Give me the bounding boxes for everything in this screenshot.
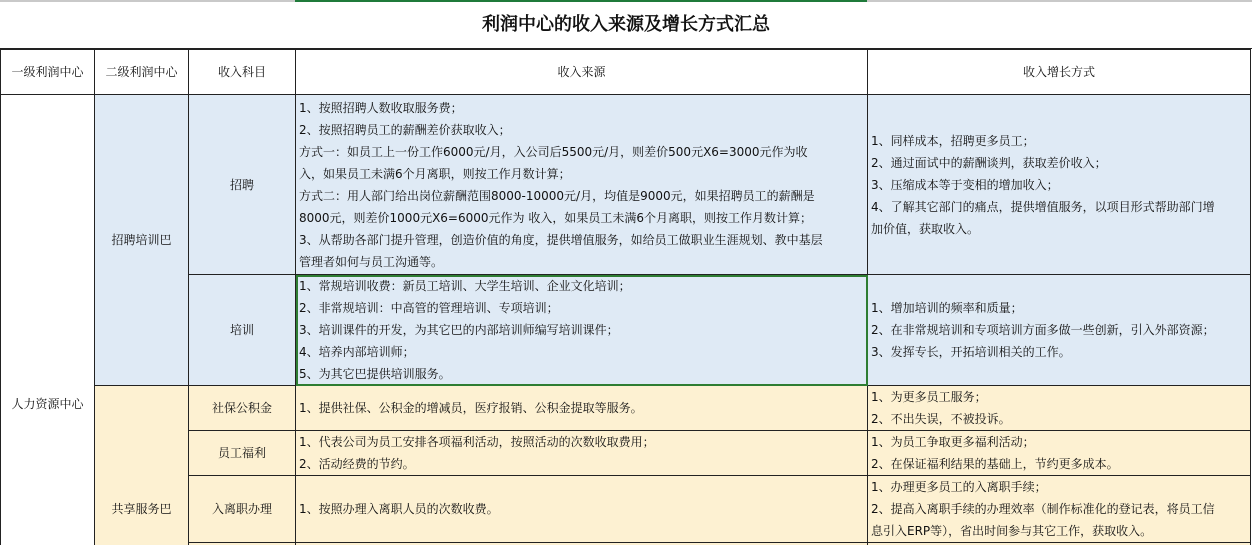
source-recruit[interactable] [296,95,868,275]
header-level1[interactable]: 一级利润中心 [1,50,95,95]
table-row [1,431,1251,476]
level2-shared-service-label: 共享服务巴 [111,502,172,516]
source-line: 2、活动经费的节约。 [299,457,415,471]
header-row [1,50,1251,95]
source-social[interactable] [296,386,868,431]
growth-welfare[interactable] [868,431,1251,476]
table-row [1,95,1251,275]
source-line: 方式二：用人部门给出岗位薪酬范围8000-10000元/月，均值是9000元，如果招聘员工的薪酬是 [299,188,815,203]
header-level2[interactable]: 二级利润中心 [95,50,189,95]
subject-onboard[interactable]: 入离职办理 [189,476,296,543]
table-row [1,386,1251,431]
growth-line: 2、通过面试中的薪酬谈判，获取差价收入； [871,155,1107,170]
growth-line: 息引入ERP等），省出时间参与其它工作，获取收入。 [871,524,1153,538]
source-line: 1、提供社保、公积金的增减员，医疗报销、公积金提取等服务。 [299,401,643,415]
source-line: 3、从帮助各部门提升管理，创造价值的角度，提供增值服务，如给员工做职业生涯规划、教中基层 [299,232,823,247]
growth-line: 1、为更多员工服务； [871,390,987,404]
subject-training[interactable]: 培训 [189,275,296,386]
source-line: 5、为其它巴提供培训服务。 [299,367,451,381]
growth-onboard[interactable] [868,476,1251,543]
header-source[interactable]: 收入来源 [296,50,868,95]
growth-training[interactable] [868,275,1251,386]
growth-line: 4、了解其它部门的痛点，提供增值服务，以项目形式帮助部门增 [871,199,1215,214]
source-line: 8000元，则差价1000元X6=6000元作为 收入，如果员工未满6个月离职，则按工作月数计算； [299,210,812,225]
source-line: 1、按照招聘人数收取服务费； [299,100,463,115]
growth-line: 1、增加培训的频率和质量； [871,301,1023,315]
growth-line: 1、同样成本，招聘更多员工； [871,133,1035,148]
growth-line: 3、压缩成本等于变相的增加收入； [871,177,1059,192]
source-line: 2、非常规培训：中高管的管理培训、专项培训； [299,301,559,315]
source-line: 入，如果员工未满6个月离职，则按工作月数计算； [299,166,571,181]
source-line: 1、代表公司为员工安排各项福利活动，按照活动的次数收取费用； [299,435,655,449]
header-subject[interactable]: 收入科目 [189,50,296,95]
growth-recruit[interactable] [868,95,1251,275]
level1-cell[interactable] [1,95,95,545]
source-line: 1、按照办理入离职人员的次数收费。 [299,502,499,516]
table-row [1,476,1251,543]
table-row [1,275,1251,386]
sheet-title[interactable]: 利润中心的收入来源及增长方式汇总 [0,2,1252,49]
source-line: 方式一：如员工上一份工作6000元/月，入公司后5500元/月，则差价500元X6=3000元作为收 [299,144,808,159]
growth-line: 加价值，获取收入。 [871,221,980,236]
source-line: 管理者如何与员工沟通等。 [299,254,444,269]
source-line: 2、按照招聘员工的薪酬差价获取收入； [299,122,511,137]
growth-line: 2、在非常规培训和专项培训方面多做一些创新，引入外部资源； [871,323,1215,337]
source-training[interactable] [296,275,868,386]
summary-table [0,49,1251,545]
growth-line: 1、办理更多员工的入离职手续； [871,480,1047,494]
growth-line: 1、为员工争取更多福利活动； [871,435,1035,449]
source-line: 4、培养内部培训师； [299,345,415,359]
subject-recruit[interactable]: 招聘 [189,95,296,275]
growth-line: 2、在保证福利结果的基础上，节约更多成本。 [871,457,1119,471]
growth-line: 2、不出失误，不被投诉。 [871,412,1011,426]
level2-recruit-train-cell[interactable]: 招聘培训巴 [95,95,189,386]
source-line: 3、培训课件的开发，为其它巴的内部培训师编写培训课件； [299,323,619,337]
subject-social[interactable]: 社保公积金 [189,386,296,431]
growth-social[interactable] [868,386,1251,431]
level1-label: 人力资源中心 [11,396,84,411]
level2-shared-service-cell[interactable] [95,386,189,545]
source-onboard[interactable] [296,476,868,543]
source-line: 1、常规培训收费：新员工培训、大学生培训、企业文化培训； [299,279,631,293]
growth-line: 2、提高入离职手续的办理效率（制作标准化的登记表，将员工信 [871,502,1215,516]
subject-welfare[interactable]: 员工福利 [189,431,296,476]
header-growth[interactable]: 收入增长方式 [868,50,1251,95]
growth-line: 3、发挥专长，开拓培训相关的工作。 [871,345,1071,359]
source-welfare[interactable] [296,431,868,476]
